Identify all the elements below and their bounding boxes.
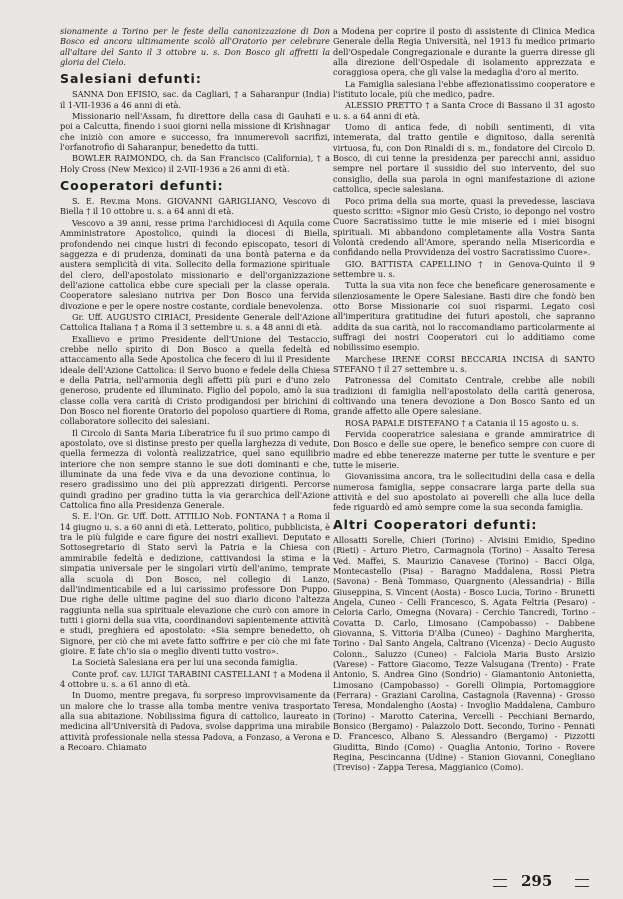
coop-entry-8: ROSA PAPALE DISTEFANO † a Catania il 15 agosto u. s. xyxy=(345,417,579,428)
coop-entry-2-text: Exallievo e primo Presidente dell'Unione del Testaccio, crebbe nello spirito di Don Bosco a quella fedeltà ed attaccamento alla Sede Apostolica che fecero di lui il Presidente ideale dell'Azione Cattolica: il Servo buono e fedele della Chiesa e della Patria, nell'armonia degli affetti più puri e d'uno zelo generoso, prudente ed illuminato. Figlio del popolo, amò la sua classe colla vera carità di Cristo prodigandosi per birichini di Don Bosco nel fiorente Oratorio del popoloso quartiere di Roma, collaboratore sollecito dei salesiani. xyxy=(60,333,330,427)
coop-entry-5-text-b: Poco prima della sua morte, quasi la prevedesse, lasciava questo scritto: «Signor mio Gesù Cristo, io depongo nel vostro Cuore Sacratissimo tutte le mie miserie ed i miei bisogni spirituali. Mi abbandono completamente alla Vostra Santa Volontà credendo all'Amore, sperando nella Misericordia e confidando nella Provvidenza del vostro Sacratissimo Cuore». xyxy=(333,195,595,258)
coop-entry-7-text: Patronessa del Comitato Centrale, crebbe alle nobili tradizioni di famiglia nell'apostolato della carità generosa, coltivando una tenera devozione a Don Bosco Santo ed un grande affetto alle Opere salesiane. xyxy=(333,375,595,417)
heading-cooperatori: Cooperatori defunti: xyxy=(60,178,224,194)
coop-entry-6: GIO. BATTISTA CAPELLINO † in Genova-Quinto il 9 settembre u. s. xyxy=(333,258,595,279)
coop-entry-6-text: Tutta la sua vita non fece che beneficare generosamente e silenziosamente le Opere Salesiane. Basti dire che fondò ben otto Borse Missionarie coi suoi risparmi. Legato così all'imperitura gratitudine dei futuri apostoli, che sapranno addita da sua carità, noi lo raccomandiamo particolarmente ai suffragi dei nostri Cooperatori cui lo additiamo come nobilissimo esempio. xyxy=(333,280,595,353)
right-continuation: a Modena per coprire il posto di assistente di Clinica Medica Generale della Regia Università, nel 1913 fu medico primario dell'Ospedale Congregazionale e durante la guerra diresse gli alla direzione dell'Ospedale di isolamento apprezzata e coraggiosa opera, che gli valse la medaglia d'oro al merito. xyxy=(333,26,595,78)
salesiani-entry-1: SANNA Don EFISIO, sac. da Cagliari, † a Saharanpur (India) il 1-VII-1936 a 46 anni di età. xyxy=(60,89,330,110)
heading-altri-cooperatori: Altri Cooperatori defunti: xyxy=(333,516,538,532)
coop-entry-3: S. E. l'On. Gr. Uff. Dott. ATTILIO Nob. FONTANA † a Roma il 14 giugno u. s. a 60 anni di età. Letterato, politico, pubblicista, è tra le più fulgide e care figure dei nostri exallievi. Deputato e Sottosegretario di Stato servì la Patria e la Chiesa con ammirabile fedeltà e dedizione, cattivandosi la stima e la simpatia universale per le singolari virtù dell'animo, temprate alla scuola di Don Bosco, nel collegio di Lanzo, dall'indimenticabile ed a lui carissimo professore Don Puppo. Due righe delle ultime pagine del suo diario dicono l'altezza raggiunta nella sua spirituale elevazione che curò con amore in tutti i giorni della sua vita, coordinandovi sapientemente attività e studi, preghiera ed apostolato: «Sia sempre benedetto, oh Signore, per ciò che mi avete fatto soffrire e per ciò che mi fate gioire. E fate ch'io sia o meglio diventi tutto vostro». xyxy=(60,511,330,656)
coop-entry-4: Conte prof. cav. LUIGI TARABINI CASTELLANI † a Modena il 4 ottobre u. s. a 61 anno di età. xyxy=(60,668,330,689)
other-cooperators-list: Allosatti Sorelle, Chieri (Torino) - Alvisini Emidio, Spedino (Rieti) - Arturo Pietro, Carmagnola (Torino) - Assalto Teresa Ved. Maffei, S. Maurizio Canavese (Torino) - Bacci Olga, Montecastello (Pisa) - Baragno Maddalena, Rossi Pietra (Savona) - Benà Tommaso, Quargnento (Alessandria) - Billa Giuseppina, S. Vincent (Aosta) - Bosco Lucia, Torino - Brunetti Angela, Cuneo - Celli Francesco, S. Agata Feltria (Pesaro) - Celoria Carlo, Omegna (Novara) - Cerchio Tancredi, Torino - Covatta D. Carlo, Limosano (Campobasso) - Dabbene Giovanna, S. Vittoria D'Alba (Cuneo) - Daghino Margherita, Torino - Dal Santo Angela, Caltrano (Vicenza) - Decio Augusto Colonn., Saluzzo (Cuneo) - Falciola Maria Busto Arsizio (Varese) - Fattore Giacomo, Tezze Valsugana (Trento) - Frate Antonio, S. Andrea Gino (Sondrio) - Giamantonio Antonietta, Limosano (Campobasso) - Gorelli Olimpia, Portomaggiore (Ferrara) - Graziani Carolina, Castagnola (Ravenna) - Grosso Teresa, Mondalengho (Aosta) - Invoglio Maddalena, Camburo (Torino) - Marotto Caterina, Vercelli - Pecchiani Bernardo, Bonsico (Bergamo) - Palazzolo Dott. Secondo, Torino - Pennati D. Francesco, Albano S. Alessandro (Bergamo) - Pizzotti Giuditta, Bindo (Como) - Quaglia Antonio, Torino - Rovere Regina, Pescincanna (Udine) - Stanion Giovanni, Conegliano (Treviso) - Zappa Teresa, Maggianico (Como). xyxy=(333,534,595,773)
salesiani-entry-2: BOWLER RAIMONDO, ch. da San Francisco (California), † a Holy Cross (New Mexico) il 2-VII-1936 a 26 anni di età. xyxy=(60,153,330,174)
coop-entry-3-text: La Società Salesiana era per lui una seconda famiglia. xyxy=(72,657,298,668)
heading-salesiani: Salesiani defunti: xyxy=(60,71,202,87)
coop-entry-2: Gr. Uff. AUGUSTO CIRIACI, Presidente Generale dell'Azione Cattolica Italiana † a Roma il 3 settembre u. s. a 48 anni di età. xyxy=(60,311,330,333)
coop-entry-5-text: Uomo di antica fede, di nobili sentimenti, di vita intemerata, dal tratto gentile e dignitoso, dalla serenità virtuosa, fu, con Don Rinaldi di s. m., fondatore del Circolo D. Bosco, di cui tenne la presidenza per parecchi anni, assiduo sempre nel portare il sussidio del suo intervento, del suo consiglio, della sua parola in ogni manifestazione di azione cattolica, specie salesiana. xyxy=(333,122,595,195)
coop-entry-8-text: Fervida cooperatrice salesiana e grande ammiratrice di Don Bosco e delle sue opere, le benefico sempre con cuore di madre ed ebbe tenerezze materne per tutte le sventure e per tutte le miserie. xyxy=(333,429,595,471)
intro-text: sionamente a Torino per le feste della canonizzazione di Don Bosco ed ancora ultimamente scolò all'Oratorio per celebrare all'altare del Santo il 3 ottobre u. s. Don Bosco gli affretti la gloria del Cielo. xyxy=(60,26,330,68)
coop-entry-2-text-b: Il Circolo di Santa Maria Liberatrice fu il suo primo campo di apostolato, ove si distinse presto per quella larghezza di vedute, quella fermezza di volontà realizzatrice, quel sano equilibrio interiore che non sempre stanno le sue doti dominanti e che, illuminate da una fede viva e da una devozione continua, lo resero gradissimo uno dei più apprezzati dirigenti. Percorse quindi gradino per gradino tutta la via gerarchica dell'Azione Cattolica fino alla Presidenza Generale. xyxy=(60,427,330,511)
coop-entry-1-text: Vescovo a 39 anni, resse prima l'archidiocesi di Aquila come Amministratore Apostolico, quindi la diocesi di Biella, profondendo nei cinque lustri di fecondo episcopato, tesori di saggezza e di prudenza, dominati da una bontà paterna e da austera semplicità di vita. Sollecito della formazione spirituale del clero, dell'apostolato missionario e dell'organizzazione dell'azione cattolica ebbe cure speciali per la classe operaia. Cooperatore salesiano nutriva per Don Bosco una fervida divozione e per le opere nostre costante, cordiale benevolenza. xyxy=(60,217,330,311)
coop-entry-4-text: In Duomo, mentre pregava, fu sorpreso improvvisamente da un malore che lo trasse alla tomba mentre veniva trasportato alla sua abitazione. Nobilissima figura di cattolico, laureato in medicina all'Università di Padova, svolse dapprima una mirabile attività professionale nella stessa Padova, a Fonzaso, a Verona e a Recoaro. Chiamato xyxy=(60,690,330,752)
right-para-2: La Famiglia salesiana l'ebbe affezionatissimo cooperatore e l'istituto locale, più che medico, padre. xyxy=(333,78,595,100)
coop-entry-5: ALESSIO PRETTO † a Santa Croce di Bassano il 31 agosto u. s. a 64 anni di età. xyxy=(333,100,595,121)
coop-entry-7: Marchese IRENE CORSI BECCARIA INCISA di SANTO STEFANO † il 27 settembre u. s. xyxy=(333,353,595,374)
page-number: 295 xyxy=(521,872,553,890)
footer-ornament-right xyxy=(575,879,589,887)
coop-entry-1: S. E. Rev.ma Mons. GIOVANNI GARIGLIANO, Vescovo di Biella † il 10 ottobre u. s. a 64 anni di età. xyxy=(60,196,330,217)
left-column xyxy=(60,26,330,753)
coop-entry-8-text-b: Giovanissima ancora, tra le sollecitudini della casa e della numerosa famiglia, seppe consacrare larga parte della sua attività e del suo apostolato ai poverelli che alla luce della fede riguardò ed amò sempre come la sua seconda famiglia. xyxy=(333,471,595,513)
right-column xyxy=(333,26,595,774)
footer-ornament-left xyxy=(493,879,507,887)
salesiani-entry-1-text: Missionario nell'Assam, fu direttore della casa di Gauhati e poi a Calcutta, finendo i suoi giorni nella missione di Krishnagar che iniziò con amore e successo, fra innumerevoli sacrifizi, l'orfanotrofio di Saharanpur, benedetto da tutti. xyxy=(60,111,330,153)
